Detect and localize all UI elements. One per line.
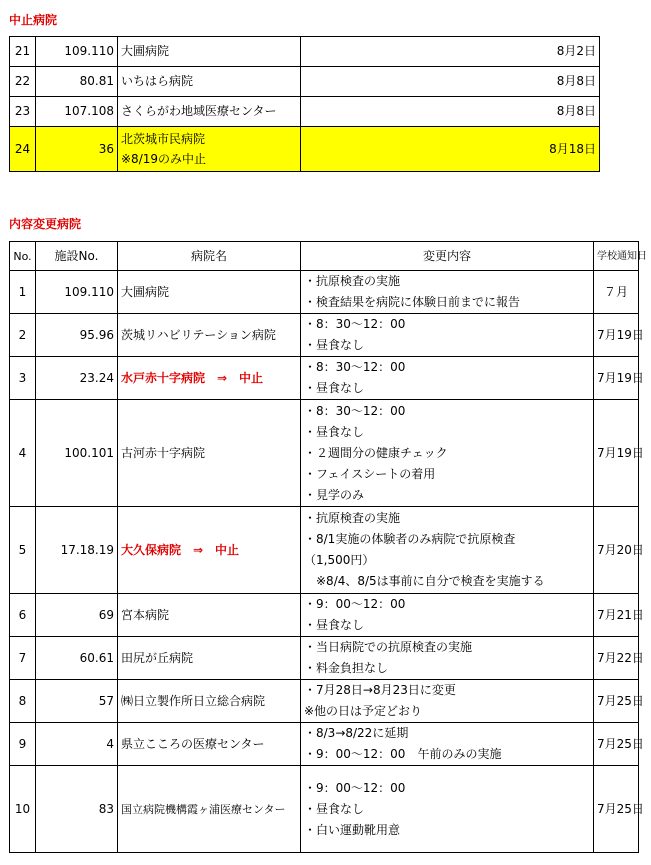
notice-date: 7月25日 bbox=[594, 723, 639, 766]
change-content bbox=[301, 314, 594, 357]
table-row bbox=[10, 680, 639, 723]
change-line: ・9：00～12：00 bbox=[304, 780, 406, 795]
change-content bbox=[301, 507, 594, 594]
change-line: ・8：30～12：00 bbox=[304, 317, 406, 331]
change-line: ・フェイスシートの着用 bbox=[304, 466, 436, 481]
change-line: ・8：30～12：00 bbox=[304, 360, 406, 374]
change-line: ・昼食なし bbox=[304, 618, 365, 632]
section-title-changed: 内容変更病院 bbox=[9, 217, 82, 231]
cancel-date: 8月8日 bbox=[301, 67, 600, 97]
notice-date: 7月25日 bbox=[594, 766, 639, 853]
hospital-name: 宮本病院 bbox=[118, 594, 301, 637]
table-row bbox=[10, 314, 639, 357]
header-name: 病院名 bbox=[118, 242, 301, 271]
table-row bbox=[10, 594, 639, 637]
hospital-name: 県立こころの医療センター bbox=[118, 723, 301, 766]
hospital-name bbox=[118, 127, 301, 172]
row-no: 10 bbox=[10, 766, 36, 853]
change-line: ・昼食なし bbox=[304, 338, 365, 352]
facility-code: 109.110 bbox=[36, 271, 118, 314]
hospital-name: 大圃病院 bbox=[118, 271, 301, 314]
header-no: No. bbox=[10, 242, 36, 271]
notice-date: 7月21日 bbox=[594, 594, 639, 637]
change-line: ・抗原検査の実施 bbox=[304, 511, 401, 525]
change-line: ・9：00～12：00 午前のみの実施 bbox=[304, 747, 502, 761]
change-line: ・昼食なし bbox=[304, 801, 365, 816]
facility-code: 95.96 bbox=[36, 314, 118, 357]
table-row bbox=[10, 637, 639, 680]
row-no: 24 bbox=[10, 127, 36, 172]
hospital-name: 古河赤十字病院 bbox=[118, 400, 301, 507]
hospital-name-line: いちはら病院 bbox=[121, 74, 194, 88]
hospital-name: 大久保病院 ⇒ 中止 bbox=[118, 507, 301, 594]
hospital-name: 茨城リハビリテーション病院 bbox=[118, 314, 301, 357]
notice-date: 7月19日 bbox=[594, 400, 639, 507]
change-line: ・２週間分の健康チェック bbox=[304, 445, 448, 460]
row-no: 5 bbox=[10, 507, 36, 594]
change-line: ・白い運動靴用意 bbox=[304, 822, 401, 837]
changes-table bbox=[9, 241, 647, 853]
hospital-name: 田尻が丘病院 bbox=[118, 637, 301, 680]
facility-code: 36 bbox=[36, 127, 118, 172]
table-row bbox=[10, 67, 600, 97]
row-no: 3 bbox=[10, 357, 36, 400]
hospital-name bbox=[118, 37, 301, 67]
facility-code: 69 bbox=[36, 594, 118, 637]
hospital-name-line: ※8/19のみ中止 bbox=[121, 152, 207, 166]
change-line: ・見学のみ bbox=[304, 487, 365, 502]
notice-date: ７月 bbox=[594, 271, 639, 314]
table-row bbox=[10, 97, 600, 127]
facility-code: 109.110 bbox=[36, 37, 118, 67]
table-row bbox=[10, 357, 639, 400]
notice-date: 7月20日 bbox=[594, 507, 639, 594]
cancel-date: 8月8日 bbox=[301, 97, 600, 127]
cancel-date: 8月18日 bbox=[301, 127, 600, 172]
facility-code: 100.101 bbox=[36, 400, 118, 507]
row-no: 23 bbox=[10, 97, 36, 127]
change-line: ・8/3→8/22に延期 bbox=[304, 726, 409, 740]
header-change: 変更内容 bbox=[301, 242, 594, 271]
change-line: ・7月28日→8月23日に変更 bbox=[304, 683, 456, 697]
row-no: 9 bbox=[10, 723, 36, 766]
hospital-name bbox=[118, 97, 301, 127]
hospital-name-line: 北茨城市民病院 bbox=[121, 132, 206, 146]
hospital-name bbox=[118, 67, 301, 97]
notice-date: 7月19日 bbox=[594, 314, 639, 357]
facility-code: 4 bbox=[36, 723, 118, 766]
change-content bbox=[301, 723, 594, 766]
change-line: ・8/1実施の体験者のみ病院で抗原検査 bbox=[304, 532, 516, 546]
change-line: ・抗原検査の実施 bbox=[304, 274, 401, 288]
table-row bbox=[10, 507, 639, 594]
table-row bbox=[10, 271, 639, 314]
notice-date: 7月25日 bbox=[594, 680, 639, 723]
hospital-name: ㈱日立製作所日立総合病院 bbox=[118, 680, 301, 723]
change-content bbox=[301, 594, 594, 637]
cancelled-table bbox=[9, 36, 600, 172]
row-no: 6 bbox=[10, 594, 36, 637]
facility-code: 23.24 bbox=[36, 357, 118, 400]
change-line: ・9：00～12：00 bbox=[304, 597, 406, 611]
row-no: 22 bbox=[10, 67, 36, 97]
facility-code: 60.61 bbox=[36, 637, 118, 680]
section-title-cancelled: 中止病院 bbox=[9, 13, 58, 27]
change-content bbox=[301, 766, 594, 853]
header-code: 施設No. bbox=[36, 242, 118, 271]
hospital-name-line: さくらがわ地域医療センター bbox=[121, 104, 277, 118]
facility-code: 80.81 bbox=[36, 67, 118, 97]
row-no: 8 bbox=[10, 680, 36, 723]
table-row bbox=[10, 400, 639, 507]
change-line: ※他の日は予定どおり bbox=[304, 704, 423, 718]
change-line: ※8/4、8/5は事前に自分で検査を実施する bbox=[304, 574, 545, 588]
change-content bbox=[301, 400, 594, 507]
notice-date: 7月22日 bbox=[594, 637, 639, 680]
change-line: ・当日病院での抗原検査の実施 bbox=[304, 640, 473, 654]
cancel-date: 8月2日 bbox=[301, 37, 600, 67]
change-line: ・昼食なし bbox=[304, 424, 365, 439]
row-no: 1 bbox=[10, 271, 36, 314]
change-line: ・料金負担なし bbox=[304, 661, 389, 675]
row-no: 7 bbox=[10, 637, 36, 680]
table-row bbox=[10, 37, 600, 67]
change-line: （1,500円） bbox=[304, 553, 375, 567]
change-content bbox=[301, 680, 594, 723]
row-no: 21 bbox=[10, 37, 36, 67]
table-row bbox=[10, 723, 639, 766]
change-content bbox=[301, 271, 594, 314]
facility-code: 17.18.19 bbox=[36, 507, 118, 594]
notice-date: 7月19日 bbox=[594, 357, 639, 400]
change-content bbox=[301, 637, 594, 680]
facility-code: 107.108 bbox=[36, 97, 118, 127]
hospital-name-line: 大圃病院 bbox=[121, 44, 170, 58]
facility-code: 83 bbox=[36, 766, 118, 853]
row-no: 4 bbox=[10, 400, 36, 507]
table-header-row bbox=[10, 242, 639, 271]
table-row bbox=[10, 127, 600, 172]
change-content bbox=[301, 357, 594, 400]
change-line: ・8：30～12：00 bbox=[304, 403, 406, 418]
row-no: 2 bbox=[10, 314, 36, 357]
change-line: ・検査結果を病院に体験日前までに報告 bbox=[304, 295, 521, 309]
table-row bbox=[10, 766, 639, 853]
facility-code: 57 bbox=[36, 680, 118, 723]
hospital-name: 水戸赤十字病院 ⇒ 中止 bbox=[118, 357, 301, 400]
header-notice: 学校通知日 bbox=[594, 242, 639, 271]
hospital-name: 国立病院機構霞ヶ浦医療センター bbox=[118, 766, 301, 853]
change-line: ・昼食なし bbox=[304, 381, 365, 395]
